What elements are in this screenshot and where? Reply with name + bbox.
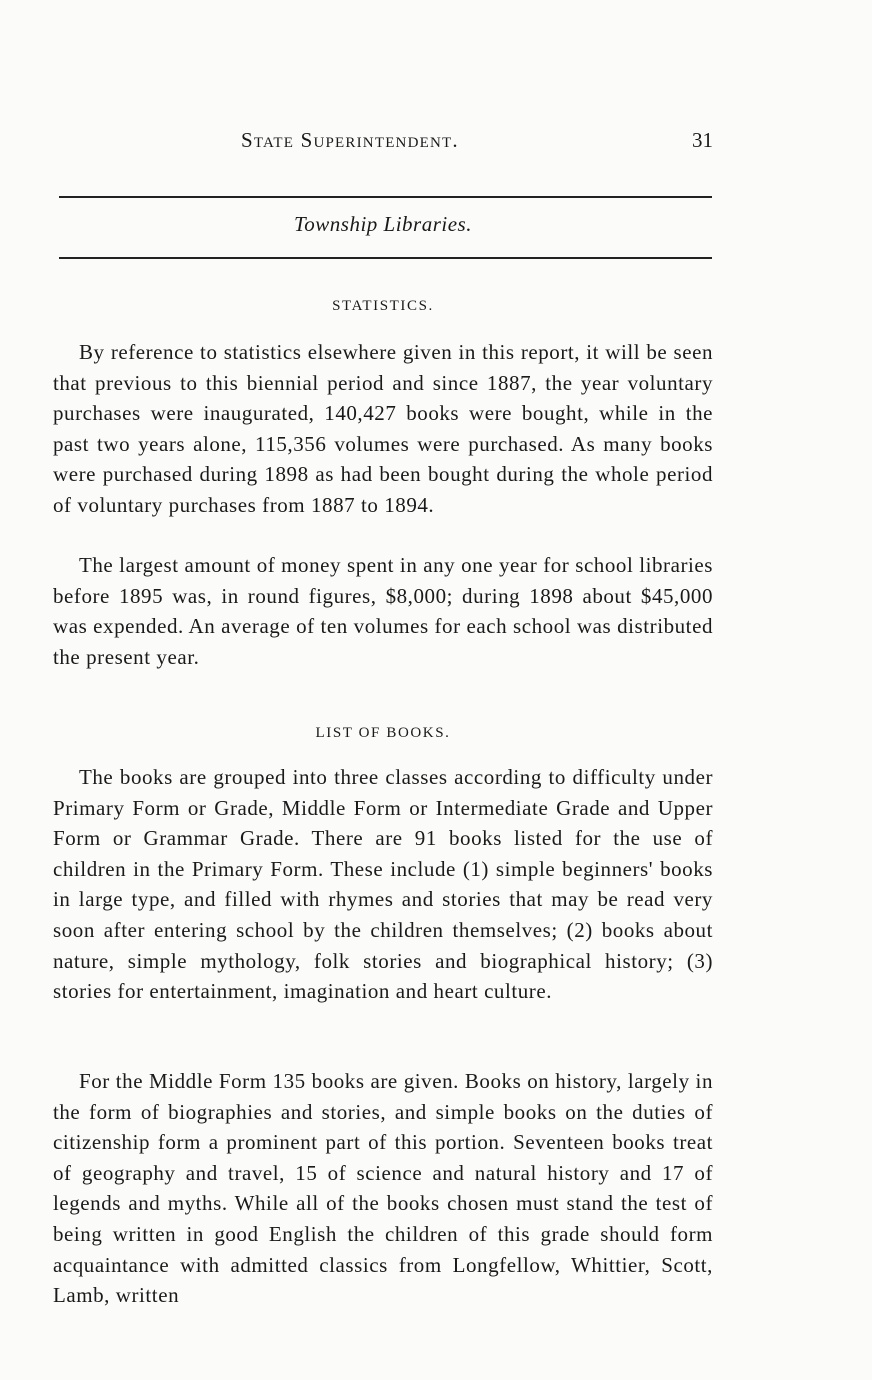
bottom-rule bbox=[59, 257, 712, 259]
list-of-books-paragraph-2: For the Middle Form 135 books are given. Books on history, largely in the form of biographies and stories, and simple books on the duties of citizenship form a prominent part of this portion. Seventeen books treat of geography and travel, 15 of science and natural history and 17 of legends and myths. While all of the books chosen must stand the test of being written in good English the children of this grade should form acquaintance with admitted classics from Longfellow, Whittier, Scott, Lamb, written bbox=[53, 1069, 713, 1308]
top-rule bbox=[59, 196, 712, 198]
statistics-paragraph-1: By reference to statistics elsewhere given in this report, it will be seen that previous to this biennial period and since 1887, the year voluntary purchases were inaugurated, 140,427 books were bought, while in the past two years alone, 115,356 volumes were purchased. As many books were purchased during 1898 as had been bought during the whole period of voluntary purchases from 1887 to 1894. bbox=[53, 340, 713, 517]
statistics-heading: STATISTICS. bbox=[332, 298, 434, 314]
running-head bbox=[53, 128, 713, 158]
page-number: 31 bbox=[692, 128, 713, 152]
list-of-books-heading: LIST OF BOOKS. bbox=[315, 725, 451, 741]
section-title: Township Libraries. bbox=[294, 212, 472, 236]
running-title: State Superintendent. bbox=[241, 128, 459, 152]
statistics-paragraph-2: The largest amount of money spent in any one year for school libraries before 1895 was, in round figures, $8,000; during 1898 about $45,000 was expended. An average of ten volumes for each school was distributed the present year. bbox=[53, 553, 713, 669]
list-of-books-paragraph-1: The books are grouped into three classes according to difficulty under Primary Form or Grade, Middle Form or Intermediate Grade and Upper Form or Grammar Grade. There are 91 books listed for the use of children in the Primary Form. These include (1) simple beginners' books in large type, and filled with rhymes and stories that may be read very soon after entering school by the children themselves; (2) books about nature, simple mythology, folk stories and biographical history; (3) stories for entertainment, imagination and heart culture. bbox=[53, 765, 713, 1004]
